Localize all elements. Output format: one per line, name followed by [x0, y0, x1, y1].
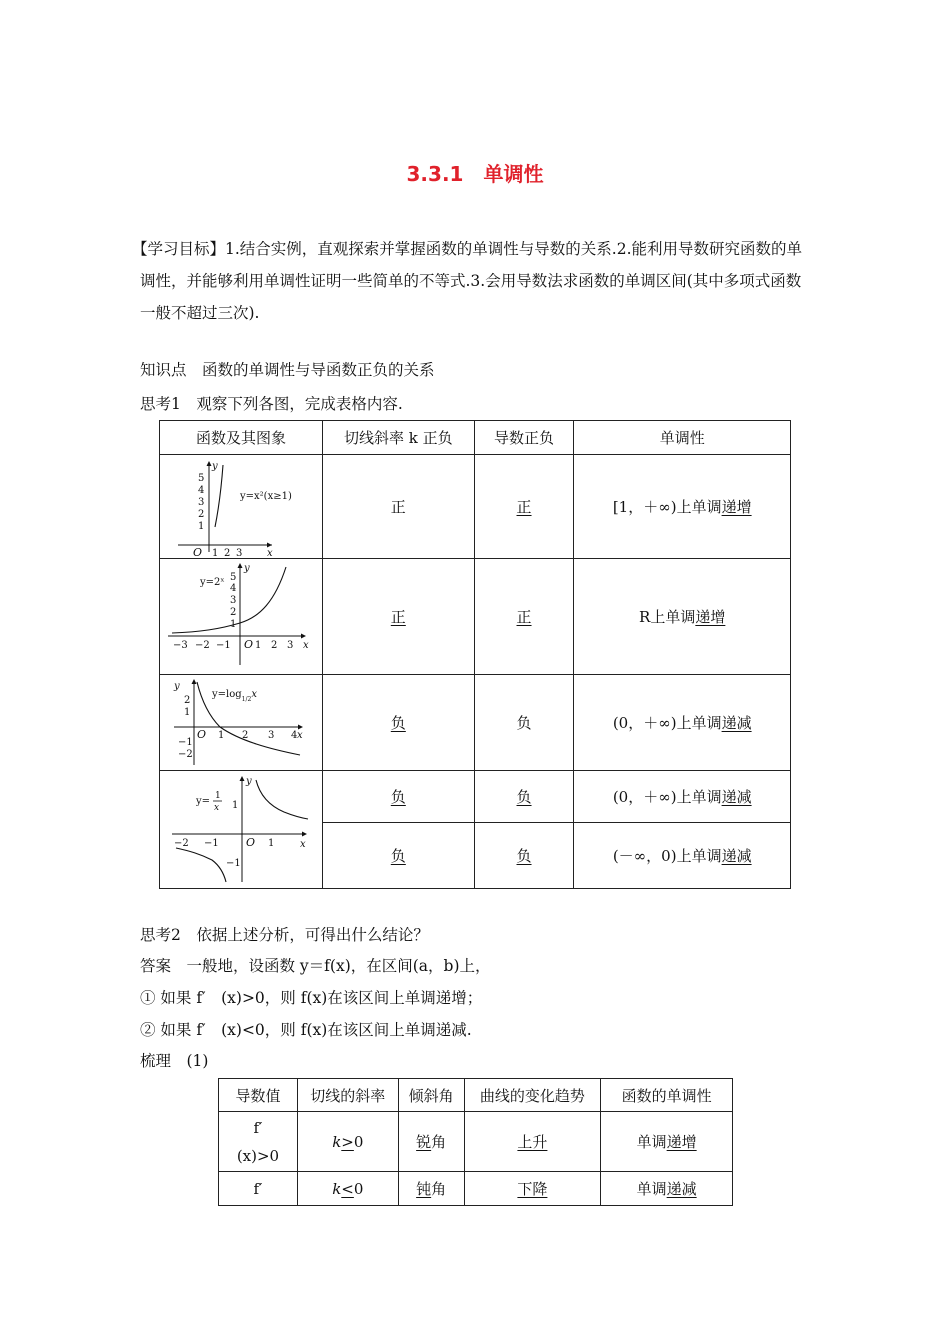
trend-answer: 上升: [517, 1133, 548, 1151]
tick-label: 3: [230, 594, 237, 606]
axis-y-label: y: [212, 460, 218, 472]
monotonicity-answer: 递减: [666, 1180, 697, 1198]
origin-label: O: [246, 835, 256, 849]
tick-label: 4: [230, 582, 237, 594]
origin-label: O: [197, 727, 207, 741]
graph-x-squared: [160, 457, 320, 557]
tick-label: 2: [198, 508, 205, 520]
tick-label: 3: [236, 547, 243, 557]
trend-cell: [464, 1172, 601, 1206]
derivative-condition: (x)>0: [236, 1146, 280, 1165]
monotonicity-text: 单调: [636, 1133, 667, 1151]
slope-answer: 正: [390, 608, 406, 626]
header-cell: 曲线的变化趋势: [464, 1079, 601, 1112]
think1-prompt: 思考1 观察下列各图，完成表格内容.: [140, 395, 403, 413]
graph-reciprocal: [160, 774, 320, 886]
axis-y-label: y: [174, 680, 180, 692]
tick-label: 3: [198, 496, 205, 508]
angle-answer: 锐: [416, 1133, 432, 1151]
derivative-value-cell: [219, 1112, 298, 1172]
origin-label: O: [193, 545, 203, 557]
tick-label: 1: [255, 639, 262, 651]
tick-label: −1: [178, 736, 193, 748]
tick-label: 1: [268, 837, 275, 849]
fraction-denominator: x: [214, 802, 220, 813]
tick-label: −1: [226, 857, 241, 869]
function-label: y=: [196, 795, 211, 807]
header-cell: 单调性: [574, 421, 791, 455]
tick-label: 2: [271, 639, 278, 651]
tick-label: 4: [291, 729, 298, 741]
derivative-cell: [474, 455, 574, 559]
header-cell: 导数正负: [474, 421, 574, 455]
think2-prompt: 思考2 依据上述分析，可得出什么结论？: [140, 926, 429, 944]
monotonicity-cell: [574, 771, 791, 823]
slope-value: 0: [353, 1179, 364, 1198]
slope-answer: 负: [390, 847, 406, 865]
table-row: [160, 675, 791, 771]
function-label: y=x²(x≥1): [240, 490, 292, 502]
table-row: [219, 1172, 733, 1206]
derivative-symbol: f′: [253, 1118, 263, 1137]
tick-label: 5: [198, 472, 205, 484]
derivative-answer: 负: [516, 788, 532, 806]
table-row: [160, 771, 791, 823]
graph-logarithm: [160, 677, 320, 769]
origin-label: O: [244, 637, 254, 651]
tick-label: 1: [218, 729, 225, 741]
table-row: [219, 1112, 733, 1172]
slope-cell: [297, 1112, 398, 1172]
tick-label: 1: [184, 706, 191, 718]
slope-answer: 负: [390, 714, 406, 732]
tick-label: 5: [230, 571, 237, 583]
derivative-cell: [474, 823, 574, 889]
derivative-answer: 正: [516, 608, 532, 626]
curve: [172, 567, 286, 633]
monotonicity-answer: 递增: [695, 608, 726, 626]
slope-var: k: [332, 1179, 342, 1198]
angle-answer: 钝: [416, 1180, 432, 1198]
tick-label: 3: [268, 729, 275, 741]
header-cell: 倾斜角: [398, 1079, 464, 1112]
monotonicity-answer: 递增: [721, 498, 752, 516]
table-header-row: [160, 421, 791, 455]
axis-y-label: y: [246, 775, 252, 787]
slope-cell: [322, 675, 474, 771]
function-label: y=2ˣ: [200, 576, 225, 588]
angle-text: 角: [431, 1133, 447, 1151]
summary-heading: 梳理 (1): [140, 1052, 209, 1070]
header-cell: 切线斜率 k 正负: [322, 421, 474, 455]
axis-x-label: x: [267, 547, 273, 557]
monotonicity-cell: [574, 455, 791, 559]
angle-text: 角: [431, 1180, 447, 1198]
angle-cell: [398, 1172, 464, 1206]
slope-answer: >: [341, 1132, 354, 1151]
answer-text: 答案 一般地，设函数 y＝f(x)，在区间(a，b)上，: [140, 957, 491, 975]
derivative-answer: 负: [516, 847, 532, 865]
derivative-answer: 正: [516, 498, 532, 516]
axis-x-label: x: [300, 838, 306, 850]
header-cell: 函数的单调性: [601, 1079, 733, 1112]
tick-label: 1: [198, 520, 205, 532]
curve: [215, 465, 223, 527]
tick-label: 3: [287, 639, 294, 651]
curve-branch-positive: [256, 780, 308, 819]
axis-x-label: x: [297, 729, 303, 741]
goal-text: 1.结合实例，直观探索并掌握函数的单调性与导数的关系.2.能利用导数研究函数的单调性，并能够利用单调性证明一些简单的不等式.3.会用导数法求函数的单调区间(其中多项式函数一般不超过三次).: [140, 240, 803, 322]
derivative-cell: [474, 559, 574, 675]
header-cell: 导数值: [219, 1079, 298, 1112]
graph-exponential: [160, 561, 320, 673]
fraction-numerator: 1: [215, 790, 221, 801]
page-title: 3.3.1 单调性: [406, 162, 544, 186]
monotonicity-cell: [574, 559, 791, 675]
tick-label: 1: [212, 547, 219, 557]
graph-cell: [160, 771, 323, 889]
tick-label: 1: [230, 618, 237, 630]
tick-label: −1: [216, 639, 231, 651]
tick-label: −2: [178, 748, 193, 760]
monotonicity-answer: 递减: [721, 788, 752, 806]
slope-value: 0: [353, 1132, 364, 1151]
summary-table: [218, 1078, 733, 1206]
slope-answer: 负: [390, 788, 406, 806]
axis-x-label: x: [303, 639, 309, 651]
derivative-cell: [474, 771, 574, 823]
monotonicity-text: 单调: [636, 1180, 667, 1198]
tick-label: 2: [242, 729, 249, 741]
monotonicity-cell: [601, 1172, 733, 1206]
graph-cell: [160, 559, 323, 675]
tick-label: −1: [204, 837, 219, 849]
angle-cell: [398, 1112, 464, 1172]
tick-label: 2: [230, 606, 237, 618]
graph-cell: [160, 675, 323, 771]
monotonicity-text: [1，＋∞)上单调: [612, 498, 722, 516]
knowledge-point-heading: 知识点 函数的单调性与导函数正负的关系: [140, 361, 435, 379]
tick-label: −3: [173, 639, 188, 651]
tick-label: −2: [195, 639, 210, 651]
trend-answer: 下降: [517, 1180, 548, 1198]
monotonicity-text: (0，＋∞)上单调: [612, 788, 722, 806]
graph-cell: [160, 455, 323, 559]
tick-label: −2: [174, 837, 189, 849]
derivative-value-cell: [219, 1172, 298, 1206]
goal-label: 【学习目标】: [132, 240, 226, 258]
table-row: [160, 559, 791, 675]
function-label: $y=\log_{1/2}x$: [212, 688, 257, 703]
header-cell: 函数及其图象: [160, 421, 323, 455]
trend-cell: [464, 1112, 601, 1172]
monotonicity-text: R上单调: [639, 608, 696, 626]
monotonicity-cell: [574, 675, 791, 771]
slope-answer: <: [341, 1179, 354, 1198]
slope-cell: [322, 823, 474, 889]
condition-decreasing: ② 如果 f′ (x)<0，则 f(x)在该区间上单调递减.: [140, 1021, 472, 1039]
slope-var: k: [332, 1132, 342, 1151]
monotonicity-cell: [601, 1112, 733, 1172]
tick-label: 2: [184, 694, 191, 706]
derivative-monotonicity-table: [159, 420, 791, 889]
monotonicity-answer: 递增: [666, 1133, 697, 1151]
slope-cell: 正: [322, 455, 474, 559]
axis-y-label: y: [244, 562, 250, 574]
slope-cell: [322, 559, 474, 675]
derivative-symbol: f′: [253, 1179, 263, 1198]
tick-label: 4: [198, 484, 205, 496]
slope-cell: [297, 1172, 398, 1206]
derivative-cell: 负: [474, 675, 574, 771]
monotonicity-answer: 递减: [721, 847, 752, 865]
tick-label: 2: [224, 547, 231, 557]
monotonicity-cell: [574, 823, 791, 889]
table-row: [160, 455, 791, 559]
monotonicity-answer: 递减: [721, 714, 752, 732]
tick-label: 1: [232, 799, 239, 811]
condition-increasing: ① 如果 f′ (x)>0，则 f(x)在该区间上单调递增；: [140, 989, 483, 1007]
slope-cell: [322, 771, 474, 823]
learning-goals: [132, 233, 812, 329]
monotonicity-text: (0，＋∞)上单调: [612, 714, 722, 732]
curve-branch-negative: [176, 848, 226, 882]
table-header-row: [219, 1079, 733, 1112]
monotonicity-text: (－∞，0)上单调: [612, 847, 722, 865]
header-cell: 切线的斜率: [297, 1079, 398, 1112]
